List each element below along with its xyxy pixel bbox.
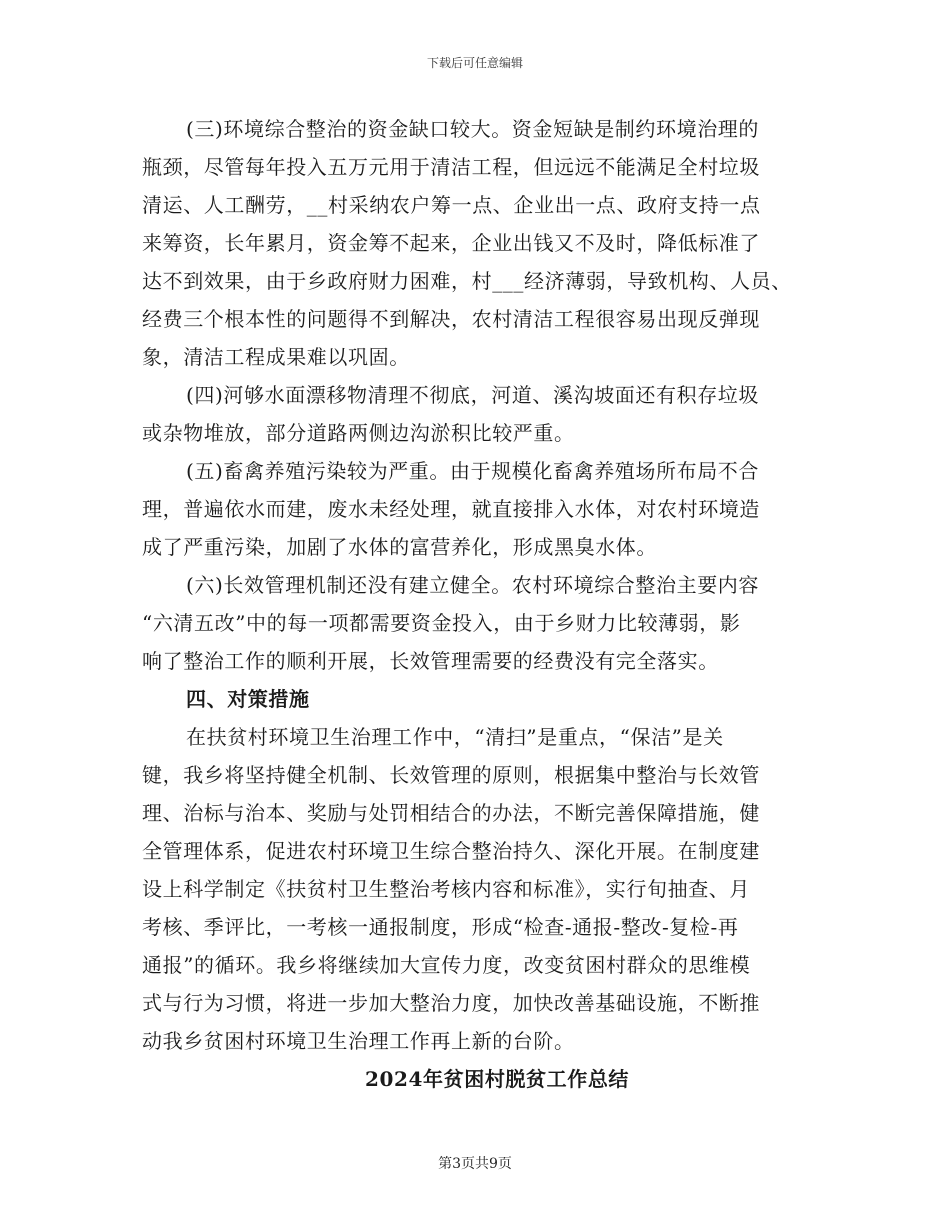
paragraph-line: 或杂物堆放，部分道路两侧边沟淤积比较严重。 bbox=[142, 421, 575, 445]
page-number: 第3页共9页 bbox=[438, 1156, 512, 1172]
page-header: 下载后可任意编辑 bbox=[426, 56, 523, 70]
paragraph-line: 理、治标与治本、奖励与处罚相结合的办法，不断完善保障措施，健 bbox=[142, 801, 760, 825]
paragraph-line: “六清五改”中的每一项都需要资金投入，由于乡财力比较薄弱，影 bbox=[142, 611, 741, 635]
paragraph-line: 达不到效果，由于乡政府财力困难，村___经济薄弱，导致机构、人员、 bbox=[142, 269, 792, 293]
paragraph-line: 清运、人工酬劳，__村采纳农户筹一点、企业出一点、政府支持一点 bbox=[142, 193, 761, 217]
paragraph-line: 来筹资，长年累月，资金筹不起来，企业出钱又不及时，降低标准了 bbox=[142, 231, 760, 255]
paragraph-line: 成了严重污染，加剧了水体的富营养化，形成黑臭水体。 bbox=[142, 535, 657, 559]
paragraph-line: 式与行为习惯，将进一步加大整治力度，加快改善基础设施，不断推 bbox=[142, 991, 760, 1015]
paragraph-line: 全管理体系，促进农村环境卫生综合整治持久、深化开展。在制度建 bbox=[142, 839, 760, 863]
paragraph-line: 象，清洁工程成果难以巩固。 bbox=[142, 345, 410, 369]
paragraph-line: (六)长效管理机制还没有建立健全。农村环境综合整治主要内容 bbox=[186, 573, 760, 597]
paragraph-line: 理，普遍依水而建，废水未经处理，就直接排入水体，对农村环境造 bbox=[142, 497, 760, 521]
paragraph-line: 键，我乡将坚持健全机制、长效管理的原则，根据集中整治与长效管 bbox=[142, 763, 760, 787]
paragraph-line: 动我乡贫困村环境卫生治理工作再上新的台阶。 bbox=[142, 1029, 575, 1053]
paragraph-line: 响了整治工作的顺利开展，长效管理需要的经费没有完全落实。 bbox=[142, 649, 719, 673]
section-heading: 四、对策措施 bbox=[186, 687, 310, 711]
paragraph-line: (四)河够水面漂移物清理不彻底，河道、溪沟坡面还有积存垃圾 bbox=[186, 383, 760, 407]
paragraph-line: (五)畜禽养殖污染较为严重。由于规模化畜禽养殖场所布局不合 bbox=[186, 459, 760, 483]
document-body bbox=[142, 110, 822, 1098]
document-title: 2024年贫困村脱贫工作总结 bbox=[364, 1067, 630, 1091]
paragraph-line: 在扶贫村环境卫生治理工作中，“清扫”是重点，“保洁”是关 bbox=[186, 725, 724, 749]
paragraph-line: 通报”的循环。我乡将继续加大宣传力度，改变贫困村群众的思维模 bbox=[142, 953, 751, 977]
paragraph-line: 设上科学制定《扶贫村卫生整治考核内容和标准》，实行旬抽查、月 bbox=[142, 877, 750, 901]
paragraph-line: 瓶颈，尽管每年投入五万元用于清洁工程，但远远不能满足全村垃圾 bbox=[142, 155, 760, 179]
paragraph-line: 考核、季评比，一考核一通报制度，形成“检查-通报-整改-复检-再 bbox=[142, 915, 739, 939]
paragraph-line: (三)环境综合整治的资金缺口较大。资金短缺是制约环境治理的 bbox=[186, 117, 760, 141]
paragraph-line: 经费三个根本性的问题得不到解决，农村清洁工程很容易出现反弹现 bbox=[142, 307, 760, 331]
